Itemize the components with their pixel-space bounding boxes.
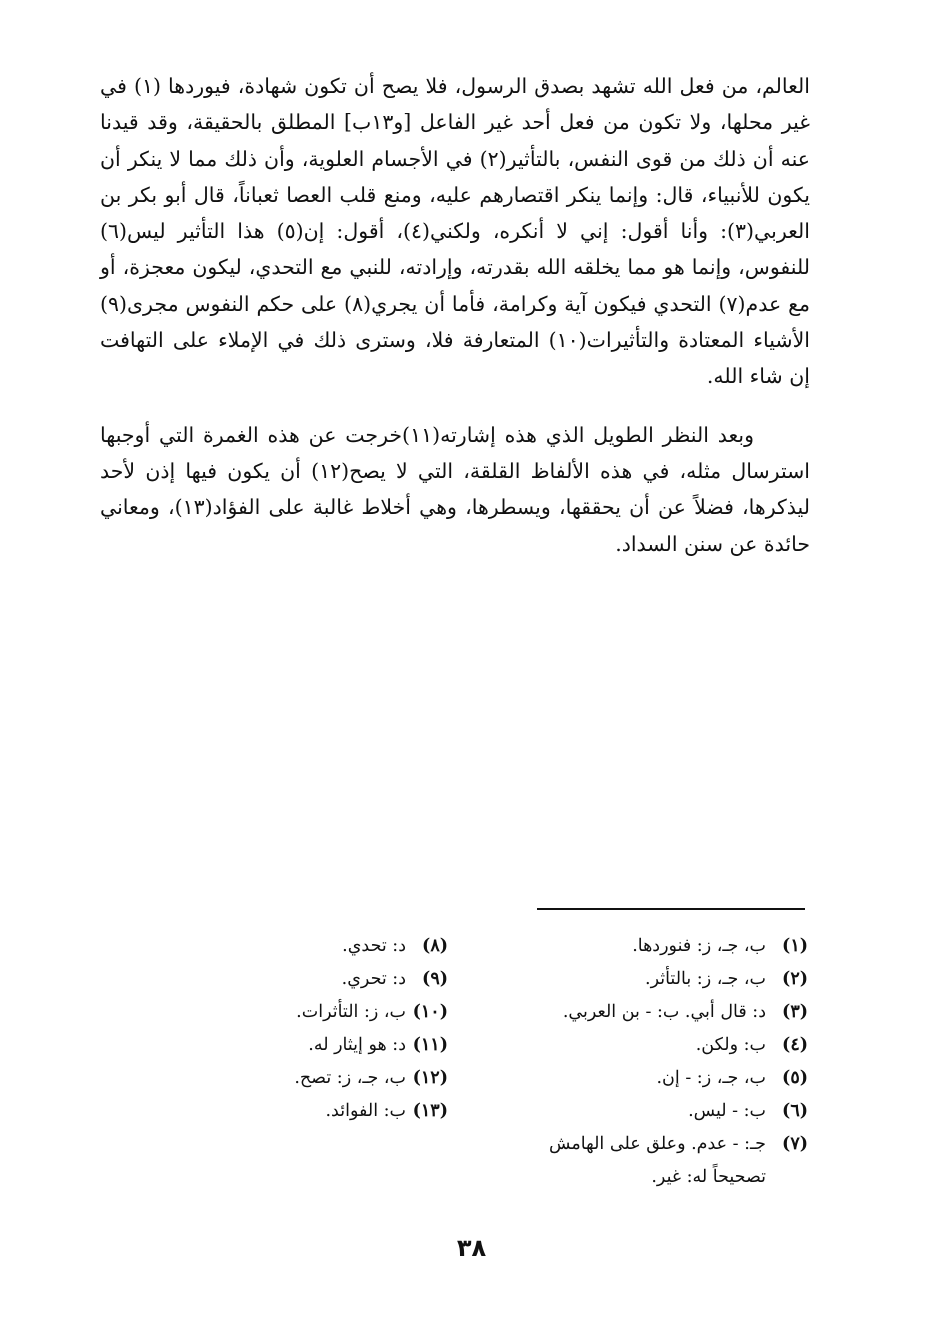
footnote	[188, 1062, 448, 1095]
footnote-text: ب، ز: التأثرات.	[296, 1002, 406, 1022]
footnote-separator	[537, 908, 805, 910]
footnote-number: (١١)	[412, 1035, 448, 1055]
footnote-text: جـ: - عدم. وعلق على الهامش	[549, 1134, 766, 1154]
footnote-text: د: قال أبي. ب: - بن العربي.	[562, 1002, 766, 1022]
footnote-number: (١٣)	[412, 1101, 448, 1121]
footnote	[468, 1095, 808, 1128]
footnote-number: (٧)	[782, 1134, 808, 1154]
footnote-text: ب: ولكن.	[695, 1035, 766, 1055]
page-number: ٣٨	[456, 1234, 487, 1262]
footnote-number: (٤)	[782, 1035, 808, 1055]
footnote-text: ب، جـ، ز: بالتأثر.	[645, 969, 766, 989]
footnote-text: د: تحدي.	[342, 936, 406, 956]
footnote-text: ب، جـ، ز: تصح.	[294, 1068, 406, 1088]
footnotes-left-column	[188, 930, 448, 1128]
footnote	[468, 1128, 808, 1161]
footnote-text: ب، جـ، ز: - إن.	[656, 1068, 766, 1088]
footnote	[468, 963, 808, 996]
footnote-number: (٥)	[782, 1068, 808, 1088]
footnote-number: (١٠)	[412, 1002, 448, 1022]
footnote	[468, 1062, 808, 1095]
footnote-text: ب: - ليس.	[688, 1101, 766, 1121]
footnote-number: (٢)	[782, 969, 808, 989]
footnote-number: (٣)	[782, 1002, 808, 1022]
paragraph: العالم، من فعل الله تشهد بصدق الرسول، فلا يصح أن تكون شهادة، فيوردها (١) في غير محلها، ولا تكون من فعل أحد غير الفاعل [و١٣ب] المطلق بالحقيقة، وقد قيدنا عنه أن ذلك من قوى النفس، بالتأثير(٢) في الأجسام العلوية، وأن ذلك مما لا ينكر أن يكون للأنبياء، قال: وإنما ينكر اقتصارهم عليه، ومنع قلب العصا ثعباناً، قال أبو بكر بن العربي(٣): وأنا أقول: إني لا أنكره، ولكني(٤)، أقول: إن(٥) هذا التأثير ليس(٦) للنفوس، وإنما هو مما يخلقه الله بقدرته، وإرادته، للنبي مع التحدي، ليكون معجزة، أو مع عدم(٧) التحدي فيكون آية وكرامة، فأما أن يجري(٨) على حكم النفوس مجرى(٩) الأشياء المعتادة والتأثيرات(١٠) المتعارفة فلا، وسترى ذلك في الإملاء على التهافت إن شاء الله.	[100, 74, 810, 389]
footnote-number: (٨)	[422, 936, 448, 956]
footnotes-right-column	[468, 930, 808, 1194]
footnote-number: (٩)	[422, 969, 448, 989]
footnote	[188, 930, 448, 963]
footnote-text: د: هو إيثار له.	[308, 1035, 406, 1055]
footnote-text: د: تحري.	[341, 969, 406, 989]
footnote-number: (١)	[782, 936, 808, 956]
main-text	[100, 68, 810, 562]
footnote	[468, 930, 808, 963]
footnote	[468, 1029, 808, 1062]
footnote	[468, 996, 808, 1029]
footnote-text: ب: الفوائد.	[325, 1101, 406, 1121]
footnote	[188, 996, 448, 1029]
footnote-number: (٦)	[782, 1101, 808, 1121]
paragraph: وبعد النظر الطويل الذي هذه إشارته(١١)خرجت عن هذه الغمرة التي أوجبها استرسال مثله، في هذه الألفاظ القلقة، التي لا يصح(١٢) أن يكون فيها إذن لأحد ليذكرها، فضلاً عن أن يحققها، ويسطرها، وهي أخلاط غالبة على الفؤاد(١٣)، ومعاني حائدة عن سنن السداد.	[100, 422, 811, 556]
footnote-continuation: تصحيحاً له: غير.	[651, 1167, 766, 1187]
footnote	[188, 1029, 448, 1062]
footnote-text: ب، جـ، ز: فنوردها.	[632, 936, 766, 956]
footnote-number: (١٢)	[412, 1068, 448, 1088]
footnote	[188, 1095, 448, 1128]
footnote	[188, 963, 448, 996]
